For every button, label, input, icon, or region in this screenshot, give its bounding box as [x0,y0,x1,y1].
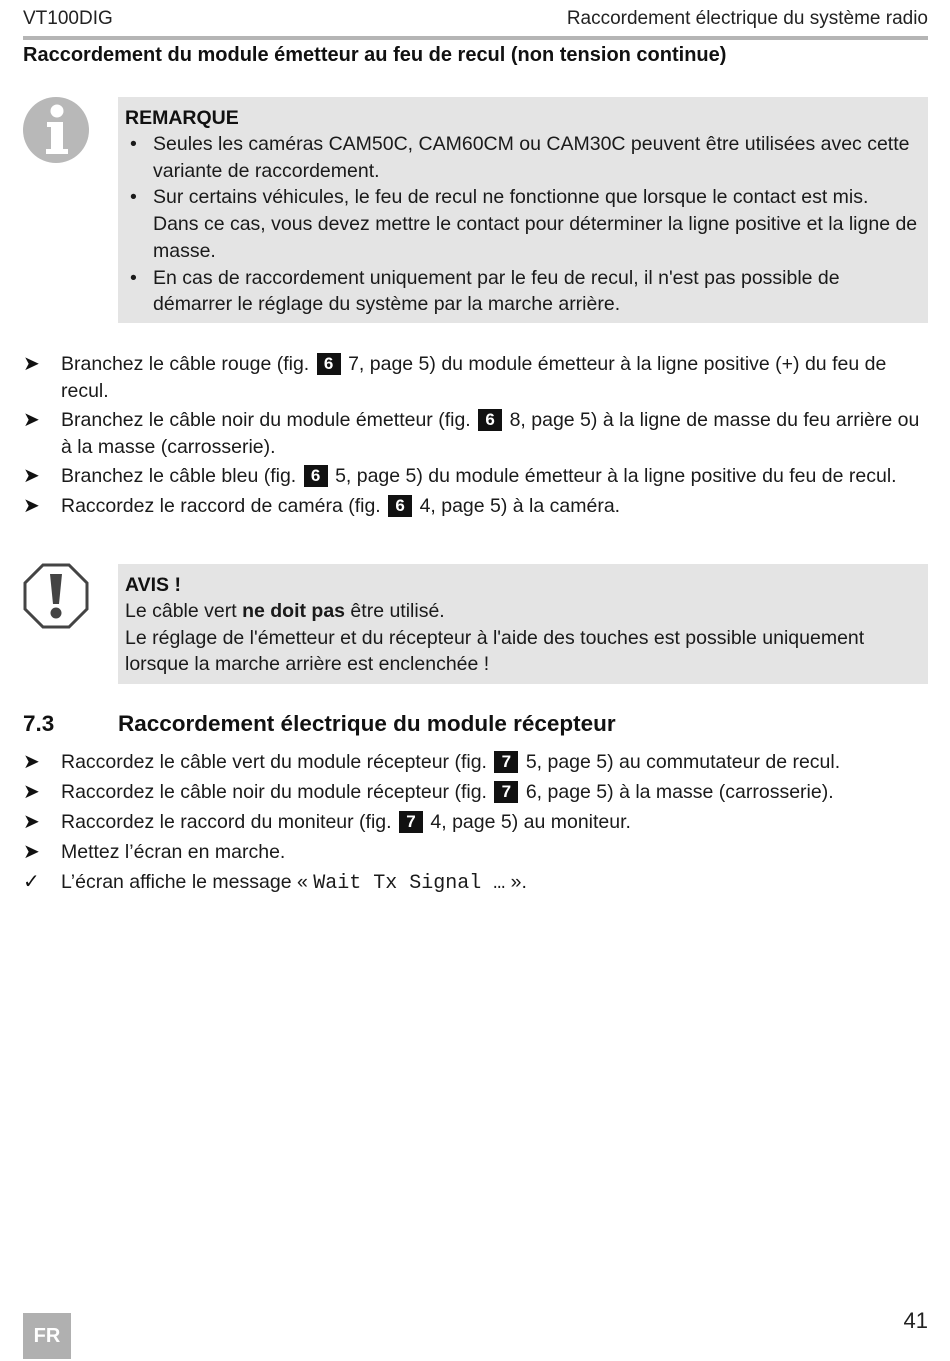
check-icon: ✓ [23,871,40,893]
arrow-icon: ➤ [23,353,40,375]
notice-text-part: Le câble vert [125,600,243,622]
result-text: L’écran affiche le message « [61,871,314,893]
info-icon [22,96,90,164]
instruction-step [23,463,928,490]
step-text: Raccordez le câble vert du module récepteur (fig. [61,751,487,773]
arrow-icon: ➤ [23,751,40,773]
step-text: Branchez le câble rouge (fig. [61,353,310,375]
note-item [125,131,918,184]
notice-title: AVIS ! [125,574,181,596]
notice-emphasis: ne doit pas [242,600,346,622]
note-title: REMARQUE [125,107,239,129]
step-text: 4, page 5) au moniteur. [430,811,631,833]
arrow-icon: ➤ [23,465,40,487]
step-text: 7, page 5) du module émetteur à la ligne positive (+) du feu de recul. [61,353,887,402]
section-title: Raccordement électrique du module récepteur [118,711,616,736]
note-item-text: Sur certains véhicules, le feu de recul ne fonctionne que lorsque le contact est mis. Dans ce cas, vous devez mettre le contact pour déterminer la ligne positive et la ligne de masse. [153,186,918,262]
subsection-title: Raccordement du module émetteur au feu de recul (non tension continue) [23,44,727,66]
figure-ref-badge: 6 [478,409,502,431]
step-text: Branchez le câble noir du module émetteur (fig. [61,409,471,431]
notice-text-part: être utilisé. [345,600,445,622]
bullet-icon: • [130,133,137,155]
warning-icon [22,562,90,630]
header-product: VT100DIG [23,8,113,29]
step-text: Mettez l’écran en marche. [61,841,286,863]
instruction-step [23,747,928,777]
arrow-icon: ➤ [23,409,40,431]
figure-ref-badge: 7 [494,781,518,803]
step-text: 5, page 5) au commutateur de recul. [525,751,841,773]
figure-ref-badge: 6 [388,495,412,517]
step-text: 8, page 5) à la ligne de masse du feu arrière ou à la masse (carrosserie). [61,409,920,458]
instruction-step [23,807,928,837]
note-list [125,131,918,318]
step-text: Raccordez le câble noir du module récepteur (fig. [61,781,487,803]
step-text: 6, page 5) à la masse (carrosserie). [525,781,834,803]
step-text: 4, page 5) à la caméra. [419,494,621,517]
result-text: ». [505,871,527,893]
header-rule [23,36,928,40]
receiver-steps [23,747,928,899]
instruction-step [23,407,928,460]
page-number: 41 [903,1308,928,1333]
arrow-icon: ➤ [23,811,40,833]
notice-text: Le réglage de l'émetteur et du récepteur à l'aide des touches est possible uniquement lorsque la marche arrière est enclenchée ! [125,626,865,676]
note-item [125,184,918,264]
figure-ref-badge: 7 [494,751,518,773]
step-text: Raccordez le raccord de caméra (fig. [61,494,381,517]
transmitter-steps [23,351,928,519]
header-chapter: Raccordement électrique du système radio [566,8,928,29]
result-step [23,867,928,899]
arrow-icon: ➤ [23,781,40,803]
step-text: Raccordez le raccord du moniteur (fig. [61,811,392,833]
arrow-icon: ➤ [23,841,40,863]
language-badge: FR [23,1313,71,1359]
note-item [125,265,918,318]
figure-ref-badge: 6 [317,353,341,375]
page-header [23,8,928,32]
note-item-text: En cas de raccordement uniquement par le feu de recul, il n'est pas possible de démarrer le réglage du système par la marche arrière. [153,266,840,316]
instruction-step [23,493,928,520]
step-text: 5, page 5) du module émetteur à la ligne positive du feu de recul. [335,465,897,487]
instruction-step [23,837,928,867]
note-box [118,97,928,323]
notice-box [118,564,928,684]
arrow-icon: ➤ [23,494,40,517]
instruction-step [23,777,928,807]
bullet-icon: • [130,186,137,209]
figure-ref-badge: 6 [304,465,328,487]
display-message-code: Wait Tx Signal … [313,872,506,895]
notice-text [125,598,918,625]
section-number: 7.3 [23,711,55,736]
figure-ref-badge: 7 [399,811,423,833]
note-item-text: Seules les caméras CAM50C, CAM60CM ou CAM30C peuvent être utilisées avec cette variante de raccordement. [153,133,910,182]
step-text: Branchez le câble bleu (fig. [61,465,297,487]
bullet-icon: • [130,266,137,289]
instruction-step [23,351,928,404]
